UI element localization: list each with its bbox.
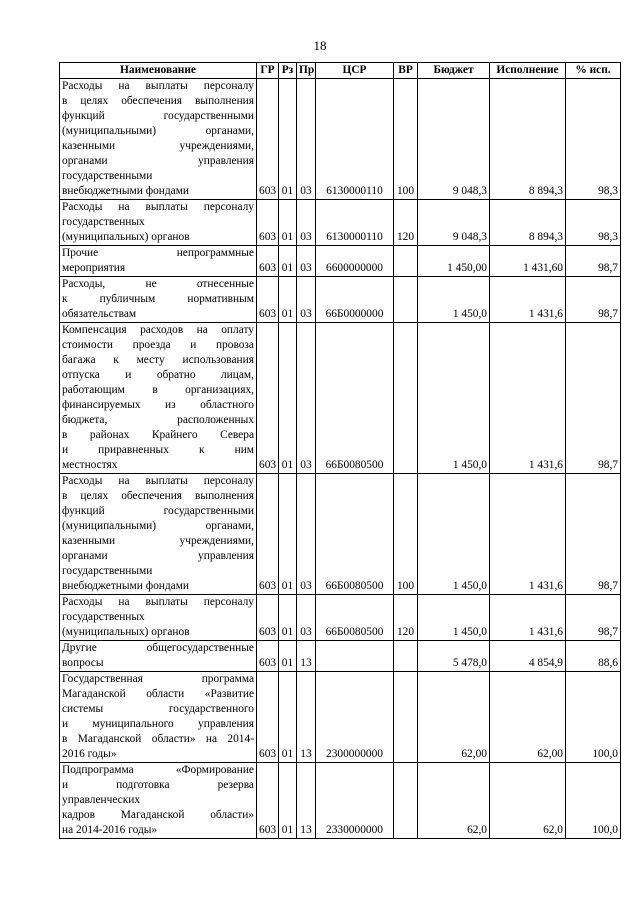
header-execution: Исполнение — [490, 63, 566, 79]
csr-cell: 2300000000 — [316, 672, 394, 763]
pr-cell: 13 — [297, 641, 316, 672]
row-name-line: казенными учреждениями, — [62, 140, 254, 152]
header-vr: ВР — [394, 63, 418, 79]
csr-cell: 6600000000 — [316, 246, 394, 277]
execution-cell: 1 431,60 — [490, 246, 566, 277]
gr-cell: 603 — [257, 595, 279, 641]
vr-cell — [394, 323, 418, 474]
row-name-cell — [60, 672, 257, 763]
row-name-cell — [60, 763, 257, 839]
gr-cell: 603 — [257, 641, 279, 672]
rz-cell: 01 — [279, 323, 297, 474]
row-name-line: (муниципальных) органов — [62, 231, 190, 243]
row-name-line: Подпрограмма «Формирование — [62, 764, 254, 776]
header-csr: ЦСР — [316, 63, 394, 79]
vr-cell — [394, 763, 418, 839]
row-name-line: к публичным нормативным — [62, 293, 254, 305]
row-name-line: и муниципального управления — [62, 718, 254, 730]
row-name-line: Прочие непрограммные — [62, 247, 254, 259]
row-name-line: Расходы на выплаты персоналу — [62, 475, 254, 487]
rz-cell: 01 — [279, 763, 297, 839]
row-name-line: органами управления — [62, 550, 254, 562]
pr-cell: 03 — [297, 246, 316, 277]
row-name-line: стоимости проезда и провоза — [62, 339, 254, 351]
pr-cell: 13 — [297, 672, 316, 763]
row-name-line: (муниципальных) органов — [62, 626, 190, 638]
pct-cell: 100,0 — [566, 672, 621, 763]
vr-cell: 120 — [394, 200, 418, 246]
row-name-line: казенными учреждениями, — [62, 535, 254, 547]
table-row — [60, 641, 621, 672]
row-name-line: функций государственными — [62, 505, 254, 517]
row-name-line: местностях — [62, 459, 118, 471]
row-name-line: на 2014-2016 годы» — [62, 824, 158, 836]
row-name-line: Другие общегосударственные — [62, 642, 254, 654]
table-row — [60, 246, 621, 277]
pct-cell: 100,0 — [566, 763, 621, 839]
execution-cell: 8 894,3 — [490, 79, 566, 200]
budget-cell: 1 450,0 — [418, 474, 490, 595]
pct-cell: 98,3 — [566, 200, 621, 246]
budget-cell: 1 450,00 — [418, 246, 490, 277]
budget-cell: 62,00 — [418, 672, 490, 763]
row-name-cell — [60, 474, 257, 595]
vr-cell: 120 — [394, 595, 418, 641]
row-name-line: обязательствам — [62, 308, 137, 320]
row-name-cell — [60, 246, 257, 277]
row-name-line: функций государственными — [62, 110, 254, 122]
header-gr: ГР — [257, 63, 279, 79]
gr-cell: 603 — [257, 474, 279, 595]
gr-cell: 603 — [257, 672, 279, 763]
csr-cell: 6130000110 — [316, 200, 394, 246]
row-name-line: в Магаданской области» на 2014- — [62, 733, 254, 745]
row-name-line: Расходы на выплаты персоналу — [62, 201, 254, 213]
row-name-line: бюджета, расположенных — [62, 414, 254, 426]
pct-cell: 98,7 — [566, 474, 621, 595]
rz-cell: 01 — [279, 641, 297, 672]
row-name-line: вопросы — [62, 657, 104, 669]
gr-cell: 603 — [257, 277, 279, 323]
budget-cell: 1 450,0 — [418, 323, 490, 474]
rz-cell: 01 — [279, 672, 297, 763]
execution-cell: 1 431,6 — [490, 595, 566, 641]
rz-cell: 01 — [279, 277, 297, 323]
row-name-line: багажа к месту использования — [62, 354, 254, 366]
execution-cell: 1 431,6 — [490, 277, 566, 323]
rz-cell: 01 — [279, 595, 297, 641]
csr-cell: 66Б0000000 — [316, 277, 394, 323]
row-name-line: 2016 годы» — [62, 748, 117, 760]
budget-cell: 1 450,0 — [418, 595, 490, 641]
rz-cell: 01 — [279, 246, 297, 277]
table-row — [60, 277, 621, 323]
gr-cell: 603 — [257, 200, 279, 246]
execution-cell: 62,0 — [490, 763, 566, 839]
budget-table — [59, 62, 621, 839]
row-name-line: государственных — [62, 611, 145, 623]
row-name-line: Государственная программа — [62, 673, 254, 685]
row-name-line: государственными — [62, 565, 153, 577]
row-name-cell — [60, 595, 257, 641]
row-name-cell — [60, 277, 257, 323]
row-name-line: системы государственного — [62, 703, 254, 715]
pct-cell: 98,3 — [566, 79, 621, 200]
row-name-line: Магаданской области «Развитие — [62, 688, 254, 700]
vr-cell — [394, 246, 418, 277]
rz-cell: 01 — [279, 79, 297, 200]
row-name-cell — [60, 323, 257, 474]
row-name-line: государственными — [62, 170, 153, 182]
row-name-line: управленческих — [62, 794, 141, 806]
row-name-line: Компенсация расходов на оплату — [62, 324, 254, 336]
pct-cell: 98,7 — [566, 246, 621, 277]
table-row — [60, 200, 621, 246]
vr-cell: 100 — [394, 79, 418, 200]
row-name-line: в целях обеспечения выполнения — [62, 95, 254, 107]
execution-cell: 1 431,6 — [490, 323, 566, 474]
header-rz: Рз — [279, 63, 297, 79]
pr-cell: 03 — [297, 277, 316, 323]
row-name-line: Расходы на выплаты персоналу — [62, 596, 254, 608]
pr-cell: 03 — [297, 474, 316, 595]
gr-cell: 603 — [257, 79, 279, 200]
vr-cell: 100 — [394, 474, 418, 595]
execution-cell: 62,00 — [490, 672, 566, 763]
pct-cell: 98,7 — [566, 277, 621, 323]
row-name-cell — [60, 79, 257, 200]
table-row — [60, 474, 621, 595]
pr-cell: 03 — [297, 200, 316, 246]
csr-cell: 66Б0080500 — [316, 474, 394, 595]
row-name-line: работающим в организациях, — [62, 384, 254, 396]
row-name-line: финансируемых из областного — [62, 399, 254, 411]
pr-cell: 03 — [297, 79, 316, 200]
csr-cell: 66Б0080500 — [316, 595, 394, 641]
header-pr: Пр — [297, 63, 316, 79]
csr-cell — [316, 641, 394, 672]
csr-cell: 6130000110 — [316, 79, 394, 200]
row-name-line: Расходы на выплаты персоналу — [62, 80, 254, 92]
row-name-line: мероприятия — [62, 262, 126, 274]
rz-cell: 01 — [279, 474, 297, 595]
budget-cell: 1 450,0 — [418, 277, 490, 323]
row-name-line: в целях обеспечения выполнения — [62, 490, 254, 502]
pr-cell: 03 — [297, 595, 316, 641]
pr-cell: 13 — [297, 763, 316, 839]
pct-cell: 88,6 — [566, 641, 621, 672]
row-name-line: Расходы, не отнесенные — [62, 278, 254, 290]
execution-cell: 8 894,3 — [490, 200, 566, 246]
row-name-line: и приравненных к ним — [62, 444, 254, 456]
row-name-line: и подготовка резерва — [62, 779, 254, 791]
row-name-cell — [60, 641, 257, 672]
csr-cell: 2330000000 — [316, 763, 394, 839]
table-row — [60, 672, 621, 763]
row-name-line: государственных — [62, 216, 145, 228]
vr-cell — [394, 672, 418, 763]
row-name-line: отпуска и обратно лицам, — [62, 369, 254, 381]
header-pct: % исп. — [566, 63, 621, 79]
table-row — [60, 595, 621, 641]
row-name-line: (муниципальными) органами, — [62, 125, 254, 137]
gr-cell: 603 — [257, 763, 279, 839]
header-budget: Бюджет — [418, 63, 490, 79]
row-name-line: в районах Крайнего Севера — [62, 429, 254, 441]
execution-cell: 4 854,9 — [490, 641, 566, 672]
csr-cell: 66Б0080500 — [316, 323, 394, 474]
budget-cell: 5 478,0 — [418, 641, 490, 672]
budget-cell: 62,0 — [418, 763, 490, 839]
table-header-row — [60, 63, 621, 79]
pr-cell: 03 — [297, 323, 316, 474]
table-body — [60, 79, 621, 839]
row-name-line: внебюджетными фондами — [62, 580, 190, 592]
row-name-line: органами управления — [62, 155, 254, 167]
page-number: 18 — [313, 38, 327, 53]
header-name: Наименование — [60, 63, 257, 79]
budget-cell: 9 048,3 — [418, 200, 490, 246]
budget-cell: 9 048,3 — [418, 79, 490, 200]
row-name-line: (муниципальными) органами, — [62, 520, 254, 532]
pct-cell: 98,7 — [566, 323, 621, 474]
rz-cell: 01 — [279, 200, 297, 246]
vr-cell — [394, 277, 418, 323]
row-name-line: кадров Магаданской области» — [62, 809, 254, 821]
gr-cell: 603 — [257, 323, 279, 474]
pct-cell: 98,7 — [566, 595, 621, 641]
vr-cell — [394, 641, 418, 672]
table-row — [60, 763, 621, 839]
table-row — [60, 323, 621, 474]
row-name-line: внебюджетными фондами — [62, 185, 190, 197]
table-row — [60, 79, 621, 200]
row-name-cell — [60, 200, 257, 246]
execution-cell: 1 431,6 — [490, 474, 566, 595]
gr-cell: 603 — [257, 246, 279, 277]
